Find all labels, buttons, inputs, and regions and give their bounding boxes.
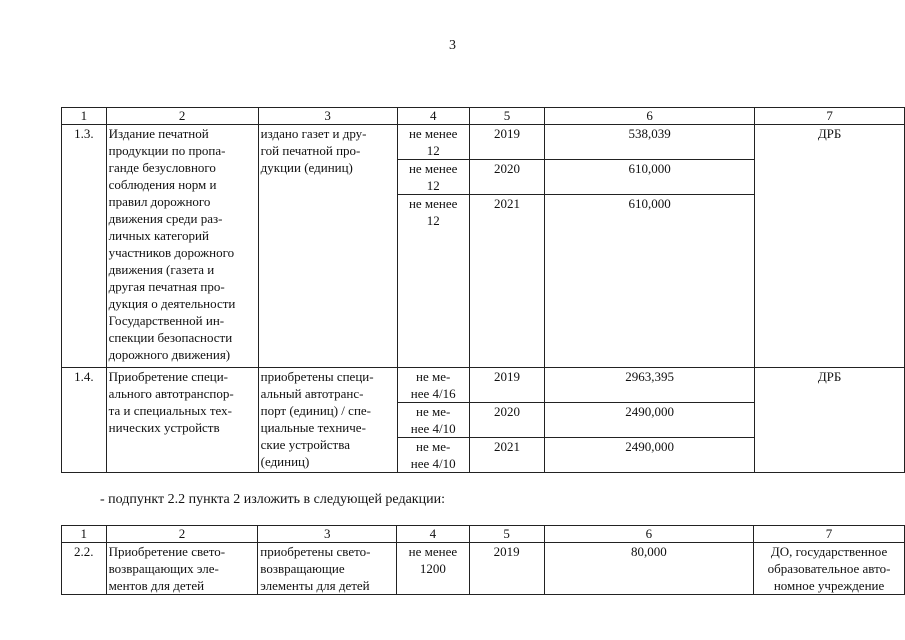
executor-cell (754, 543, 905, 595)
target-cell (397, 125, 469, 160)
description-line: соблюдения норм и (108, 177, 217, 192)
description-line: та и специальных тех- (108, 403, 232, 418)
amount-cell: 538,039 (545, 125, 755, 160)
amount-cell: 610,000 (545, 195, 755, 368)
description-line: нических устройств (108, 420, 220, 435)
item-result (258, 125, 397, 368)
target-cell (397, 543, 469, 595)
amendment-note: - подпункт 2.2 пункта 2 изложить в следующей редакции: (100, 492, 445, 507)
result-line: циальные техниче- (260, 420, 366, 435)
amount-cell: 80,000 (544, 543, 753, 595)
item-number: 1.3. (62, 125, 107, 368)
target-cell (397, 368, 469, 403)
description-line: ментов для детей (108, 578, 205, 593)
executor-line: ДО, государственное (770, 544, 888, 559)
description-line: другая печатная про- (108, 279, 225, 294)
header-cell: 5 (469, 526, 544, 543)
item-number: 1.4. (62, 368, 107, 473)
target-line: не ме- (416, 439, 451, 454)
table-header-row (62, 526, 905, 543)
result-line: элементы для детей (260, 578, 370, 593)
description-line: дукция о деятельности (108, 296, 236, 311)
description-line: участников дорожного (108, 245, 235, 260)
description-line: спекции безопасности (108, 330, 233, 345)
description-line: Приобретение свето- (108, 544, 226, 559)
result-line: гой печатной про- (260, 143, 361, 158)
header-cell: 3 (258, 526, 397, 543)
target-line: 12 (426, 143, 440, 158)
item-number: 2.2. (62, 543, 107, 595)
result-line: приобретены специ- (260, 369, 374, 384)
program-table-1 (61, 107, 905, 473)
header-cell: 1 (62, 526, 107, 543)
header-cell: 2 (106, 526, 258, 543)
description-line: личных категорий (108, 228, 209, 243)
target-line: не менее (408, 196, 458, 211)
target-line: не менее (408, 544, 458, 559)
header-cell: 1 (62, 108, 107, 125)
year-cell: 2019 (469, 125, 544, 160)
header-cell: 6 (545, 108, 755, 125)
amount-cell: 610,000 (545, 160, 755, 195)
executor-cell: ДРБ (755, 125, 905, 368)
description-line: Издание печатной (108, 126, 209, 141)
target-line: не менее (408, 126, 458, 141)
table-row (62, 125, 905, 160)
year-cell: 2021 (469, 438, 544, 473)
item-result (258, 368, 397, 473)
description-line: ганде безусловного (108, 160, 216, 175)
header-cell: 4 (397, 526, 469, 543)
header-cell: 5 (469, 108, 544, 125)
target-cell (397, 438, 469, 473)
year-cell: 2021 (469, 195, 544, 368)
page-number: 3 (449, 38, 456, 53)
amount-cell: 2490,000 (545, 403, 755, 438)
target-line: 1200 (419, 561, 446, 576)
description-line: дорожного движения) (108, 347, 231, 362)
description-line: движения (газета и (108, 262, 215, 277)
description-line: Приобретение специ- (108, 369, 228, 384)
result-line: дукции (единиц) (260, 160, 353, 175)
result-line: (единиц) (260, 454, 310, 469)
year-cell: 2020 (469, 160, 544, 195)
target-line: 12 (426, 213, 440, 228)
item-description (106, 125, 258, 368)
target-line: не менее (408, 161, 458, 176)
target-line: 12 (426, 178, 440, 193)
target-cell (397, 160, 469, 195)
year-cell: 2019 (469, 543, 544, 595)
description-line: движения среди раз- (108, 211, 223, 226)
header-cell: 2 (106, 108, 258, 125)
target-line: нее 4/10 (410, 421, 456, 436)
target-line: не ме- (416, 369, 451, 384)
target-line: не ме- (416, 404, 451, 419)
result-line: издано газет и дру- (260, 126, 367, 141)
year-cell: 2020 (469, 403, 544, 438)
executor-line: номное учреждение (773, 578, 885, 593)
table-row (62, 368, 905, 403)
item-description (106, 543, 258, 595)
description-line: продукции по пропа- (108, 143, 226, 158)
header-cell: 7 (754, 526, 905, 543)
table-row (62, 543, 905, 595)
target-cell (397, 195, 469, 368)
amount-cell: 2963,395 (545, 368, 755, 403)
item-result (258, 543, 397, 595)
header-cell: 3 (258, 108, 397, 125)
description-line: правил дорожного (108, 194, 211, 209)
description-line: возвращающих эле- (108, 561, 219, 576)
header-cell: 6 (544, 526, 753, 543)
target-cell (397, 403, 469, 438)
result-line: порт (единиц) / спе- (260, 403, 371, 418)
description-line: Государственной ин- (108, 313, 225, 328)
result-line: ские устройства (260, 437, 350, 452)
result-line: приобретены свето- (260, 544, 371, 559)
result-line: возвращающие (260, 561, 345, 576)
table-header-row (62, 108, 905, 125)
executor-line: образовательное авто- (767, 561, 891, 576)
target-line: нее 4/10 (410, 456, 456, 471)
year-cell: 2019 (469, 368, 544, 403)
header-cell: 4 (397, 108, 469, 125)
amount-cell: 2490,000 (545, 438, 755, 473)
item-description (106, 368, 258, 473)
target-line: нее 4/16 (410, 386, 456, 401)
header-cell: 7 (755, 108, 905, 125)
program-table-2 (61, 525, 905, 595)
description-line: ального автотранспор- (108, 386, 234, 401)
result-line: альный автотранс- (260, 386, 364, 401)
executor-cell: ДРБ (755, 368, 905, 473)
